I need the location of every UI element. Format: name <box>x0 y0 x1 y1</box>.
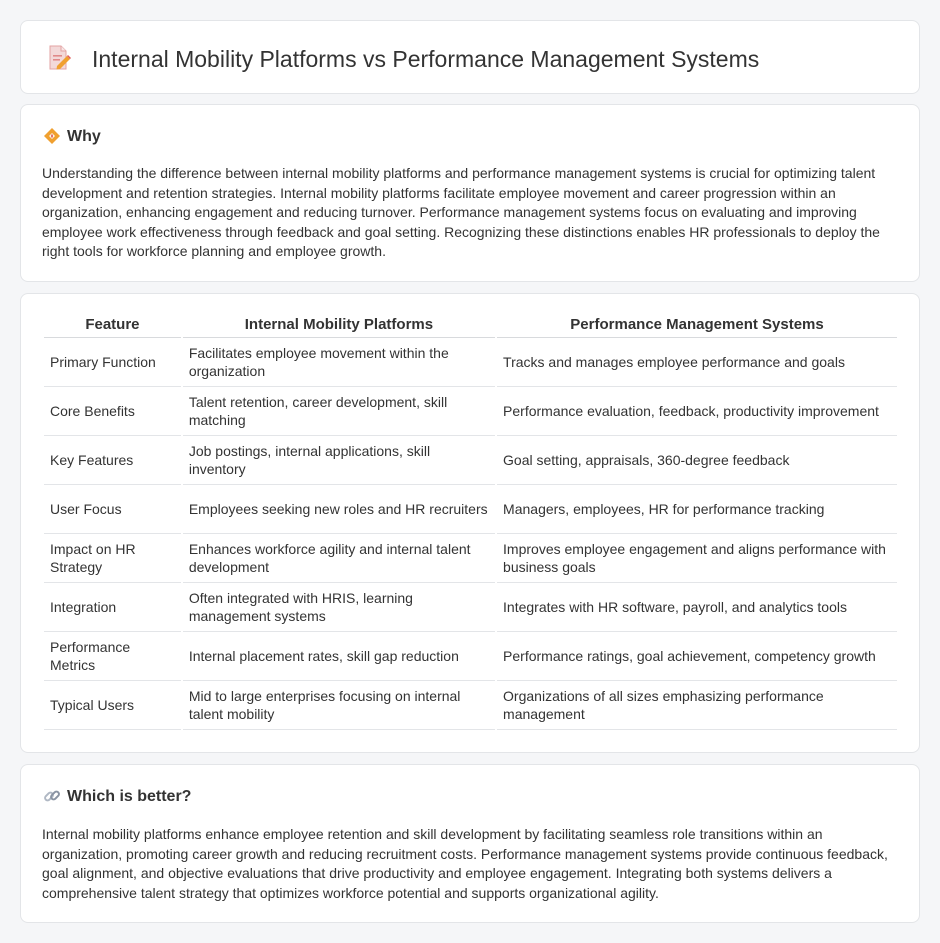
column-header-feature: Feature <box>44 315 181 338</box>
feature-cell: Core Benefits <box>44 387 181 436</box>
performance-management-cell: Managers, employees, HR for performance tracking <box>497 485 897 534</box>
diamond-sign-icon <box>43 127 61 145</box>
feature-cell: Primary Function <box>44 338 181 387</box>
document-pencil-icon <box>47 45 71 71</box>
internal-mobility-cell: Enhances workforce agility and internal talent development <box>183 534 495 583</box>
feature-cell: Performance Metrics <box>44 632 181 681</box>
link-icon <box>43 787 61 805</box>
performance-management-cell: Improves employee engagement and aligns performance with business goals <box>497 534 897 583</box>
feature-cell: Key Features <box>44 436 181 485</box>
table-header-row <box>44 315 897 338</box>
table-row <box>44 485 897 534</box>
feature-cell: User Focus <box>44 485 181 534</box>
internal-mobility-cell: Mid to large enterprises focusing on internal talent mobility <box>183 681 495 730</box>
performance-management-cell: Integrates with HR software, payroll, and analytics tools <box>497 583 897 632</box>
performance-management-cell: Goal setting, appraisals, 360-degree feedback <box>497 436 897 485</box>
column-header-internal-mobility: Internal Mobility Platforms <box>183 315 495 338</box>
performance-management-cell: Performance evaluation, feedback, productivity improvement <box>497 387 897 436</box>
comparison-table <box>42 315 899 730</box>
which-is-better-section <box>20 764 920 923</box>
why-body: Understanding the difference between internal mobility platforms and performance management systems is crucial for optimizing talent development and retention strategies. Internal mobility platforms facilitate employee movement and career progression within an organization, enhancing engagement and reducing turnover. Performance management systems focus on evaluating and improving employee work effectiveness through feedback and goal setting. Recognizing these distinctions enables HR professionals to deploy the right tools for workforce planning and employee growth. <box>42 165 880 260</box>
table-row <box>44 632 897 681</box>
performance-management-cell: Tracks and manages employee performance and goals <box>497 338 897 387</box>
page-title: Internal Mobility Platforms vs Performance Management Systems <box>92 46 760 72</box>
why-section <box>20 104 920 282</box>
internal-mobility-cell: Facilitates employee movement within the organization <box>183 338 495 387</box>
table-row <box>44 534 897 583</box>
which-is-better-title: Which is better? <box>67 788 192 805</box>
table-row <box>44 338 897 387</box>
which-is-better-body: Internal mobility platforms enhance employee retention and skill development by facilitating seamless role transitions within an organization, promoting career growth and reducing recruitment costs. Performance management systems provide continuous feedback, goal alignment, and objective evaluations that drive productivity and employee engagement. Integrating both systems delivers a comprehensive talent strategy that optimizes workforce potential and supports organizational agility. <box>42 826 888 901</box>
table-row <box>44 681 897 730</box>
table-row <box>44 387 897 436</box>
comparison-table-card <box>20 293 920 753</box>
column-header-performance-management: Performance Management Systems <box>497 315 897 338</box>
performance-management-cell: Organizations of all sizes emphasizing performance management <box>497 681 897 730</box>
internal-mobility-cell: Talent retention, career development, skill matching <box>183 387 495 436</box>
table-row <box>44 436 897 485</box>
internal-mobility-cell: Internal placement rates, skill gap reduction <box>183 632 495 681</box>
performance-management-cell: Performance ratings, goal achievement, competency growth <box>497 632 897 681</box>
internal-mobility-cell: Employees seeking new roles and HR recruiters <box>183 485 495 534</box>
feature-cell: Typical Users <box>44 681 181 730</box>
table-row <box>44 583 897 632</box>
internal-mobility-cell: Often integrated with HRIS, learning management systems <box>183 583 495 632</box>
why-title: Why <box>67 128 101 145</box>
header-card <box>20 20 920 94</box>
feature-cell: Integration <box>44 583 181 632</box>
internal-mobility-cell: Job postings, internal applications, skill inventory <box>183 436 495 485</box>
feature-cell: Impact on HR Strategy <box>44 534 181 583</box>
